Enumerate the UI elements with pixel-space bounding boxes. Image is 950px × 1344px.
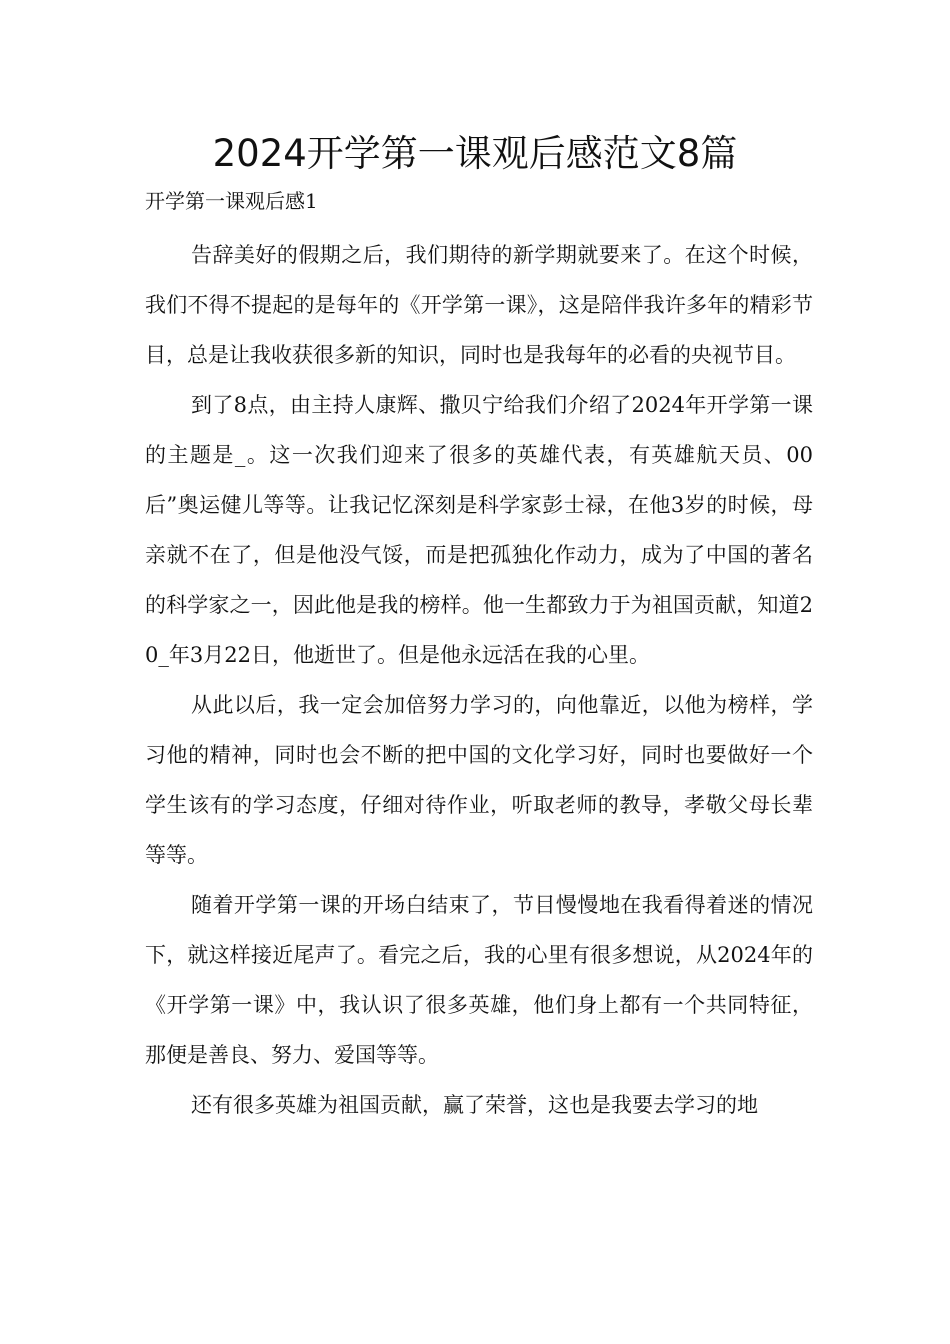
section-heading: 开学第一课观后感1 xyxy=(145,189,318,213)
paragraph-4: 随着开学第一课的开场白结束了，节目慢慢地在我看得着迷的情况下，就这样接近尾声了。看完之后，我的心里有很多想说，从2024年的《开学第一课》中，我认识了很多英雄，他们身上都有一个共同特征，那便是善良、努力、爱国等等。 xyxy=(145,893,813,1067)
paragraph-2: 到了8点，由主持人康辉、撒贝宁给我们介绍了2024年开学第一课的主题是_。这一次我们迎来了很多的英雄代表，有英雄航天员、00后”奥运健儿等等。让我记忆深刻是科学家彭士禄，在他3岁的时候，母亲就不在了，但是他没气馁，而是把孤独化作动力，成为了中国的著名的科学家之一，因此他是我的榜样。他一生都致力于为祖国贡献，知道20_年3月22日，他逝世了。但是他永远活在我的心里。 xyxy=(145,393,813,667)
document-body xyxy=(145,230,813,1130)
paragraph-5: 还有很多英雄为祖国贡献，赢了荣誉，这也是我要去学习的地 xyxy=(191,1093,758,1117)
paragraph-3: 从此以后，我一定会加倍努力学习的，向他靠近，以他为榜样，学习他的精神，同时也会不断的把中国的文化学习好，同时也要做好一个学生该有的学习态度，仔细对待作业，听取老师的教导，孝敬父母长辈等等。 xyxy=(145,693,813,867)
paragraph-1: 告辞美好的假期之后，我们期待的新学期就要来了。在这个时候，我们不得不提起的是每年的《开学第一课》，这是陪伴我许多年的精彩节目，总是让我收获很多新的知识，同时也是我每年的必看的央视节目。 xyxy=(145,243,813,367)
document-title: 2024开学第一课观后感范文8篇 xyxy=(212,132,738,175)
